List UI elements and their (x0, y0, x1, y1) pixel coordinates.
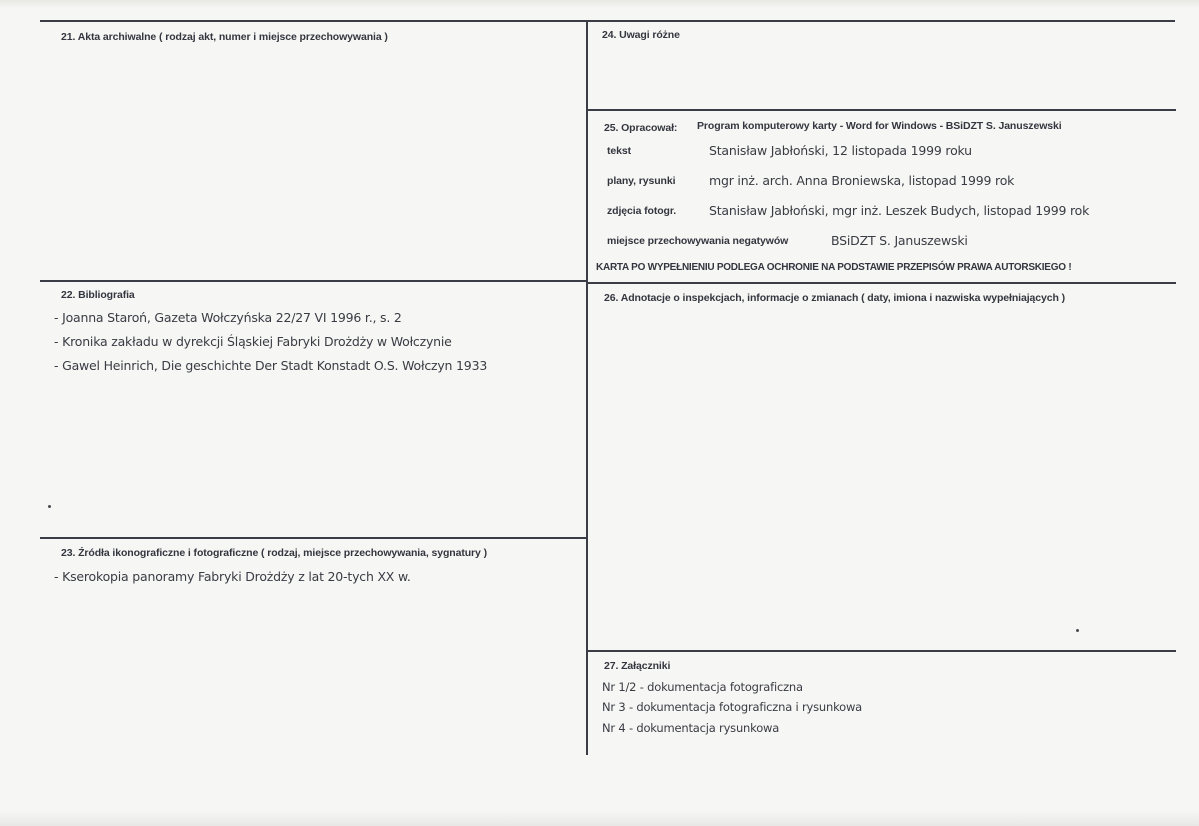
page-edge-top (0, 0, 1199, 8)
section-23-header: 23. Źródła ikonograficzne i fotograficzne ( rodzaj, miejsce przechowywania, sygnatury ) (61, 547, 487, 559)
section-25-label-negatives: miejsce przechowywania negatywów (607, 235, 789, 247)
attachment-item: Nr 3 - dokumentacja fotograficzna i rysunkowa (602, 700, 863, 714)
center-divider (586, 20, 588, 755)
page-edge-bottom (0, 810, 1199, 826)
bibliography-item: - Joanna Staroń, Gazeta Wołczyńska 22/27 VI 1996 r., s. 2 (54, 310, 402, 325)
section-27-header: 27. Załączniki (604, 660, 671, 672)
section-22-header: 22. Bibliografia (61, 289, 135, 301)
section-25-value-photos: Stanisław Jabłoński, mgr inż. Leszek Budych, listopad 1999 rok (709, 203, 1090, 218)
copyright-notice: KARTA PO WYPEŁNIENIU PODLEGA OCHRONIE NA PODSTAWIE PRZEPISÓW PRAWA AUTORSKIEGO ! (596, 262, 1072, 273)
top-rule (40, 20, 1175, 22)
section-25-label-plans: plany, rysunki (607, 175, 676, 187)
section-26-header: 26. Adnotacje o inspekcjach, informacje o zmianach ( daty, imiona i nazwiska wypełniających ) (604, 292, 1066, 304)
section-25-program: Program komputerowy karty - Word for Windows - BSiDZT S. Januszewski (697, 120, 1062, 132)
iconographic-source-item: - Kserokopia panoramy Fabryki Drożdży z lat 20-tych XX w. (54, 569, 411, 584)
bibliography-item: - Gawel Heinrich, Die geschichte Der Stadt Konstadt O.S. Wołczyn 1933 (54, 358, 488, 373)
section-21-header: 21. Akta archiwalne ( rodzaj akt, numer i miejsce przechowywania ) (61, 31, 388, 43)
section-25-label-text: tekst (607, 145, 632, 157)
section-25-value-negatives: BSiDZT S. Januszewski (831, 233, 968, 248)
rule-section-25-26 (588, 282, 1176, 284)
rule-section-26-27 (588, 650, 1176, 652)
section-25-header: 25. Opracował: (604, 122, 678, 134)
section-25-value-text: Stanisław Jabłoński, 12 listopada 1999 roku (709, 143, 972, 158)
rule-section-22-23 (40, 537, 588, 539)
attachment-item: Nr 1/2 - dokumentacja fotograficzna (602, 680, 803, 694)
section-24-header: 24. Uwagi różne (602, 29, 680, 41)
section-25-value-plans: mgr inż. arch. Anna Broniewska, listopad 1999 rok (709, 173, 1015, 188)
scan-speck (48, 505, 51, 508)
rule-section-21-22 (40, 280, 588, 282)
section-25-label-photos: zdjęcia fotogr. (607, 205, 677, 217)
scan-speck (1076, 629, 1079, 632)
rule-section-24-25 (588, 109, 1176, 111)
bibliography-item: - Kronika zakładu w dyrekcji Śląskiej Fabryki Drożdży w Wołczynie (54, 334, 452, 349)
attachment-item: Nr 4 - dokumentacja rysunkowa (602, 721, 780, 735)
